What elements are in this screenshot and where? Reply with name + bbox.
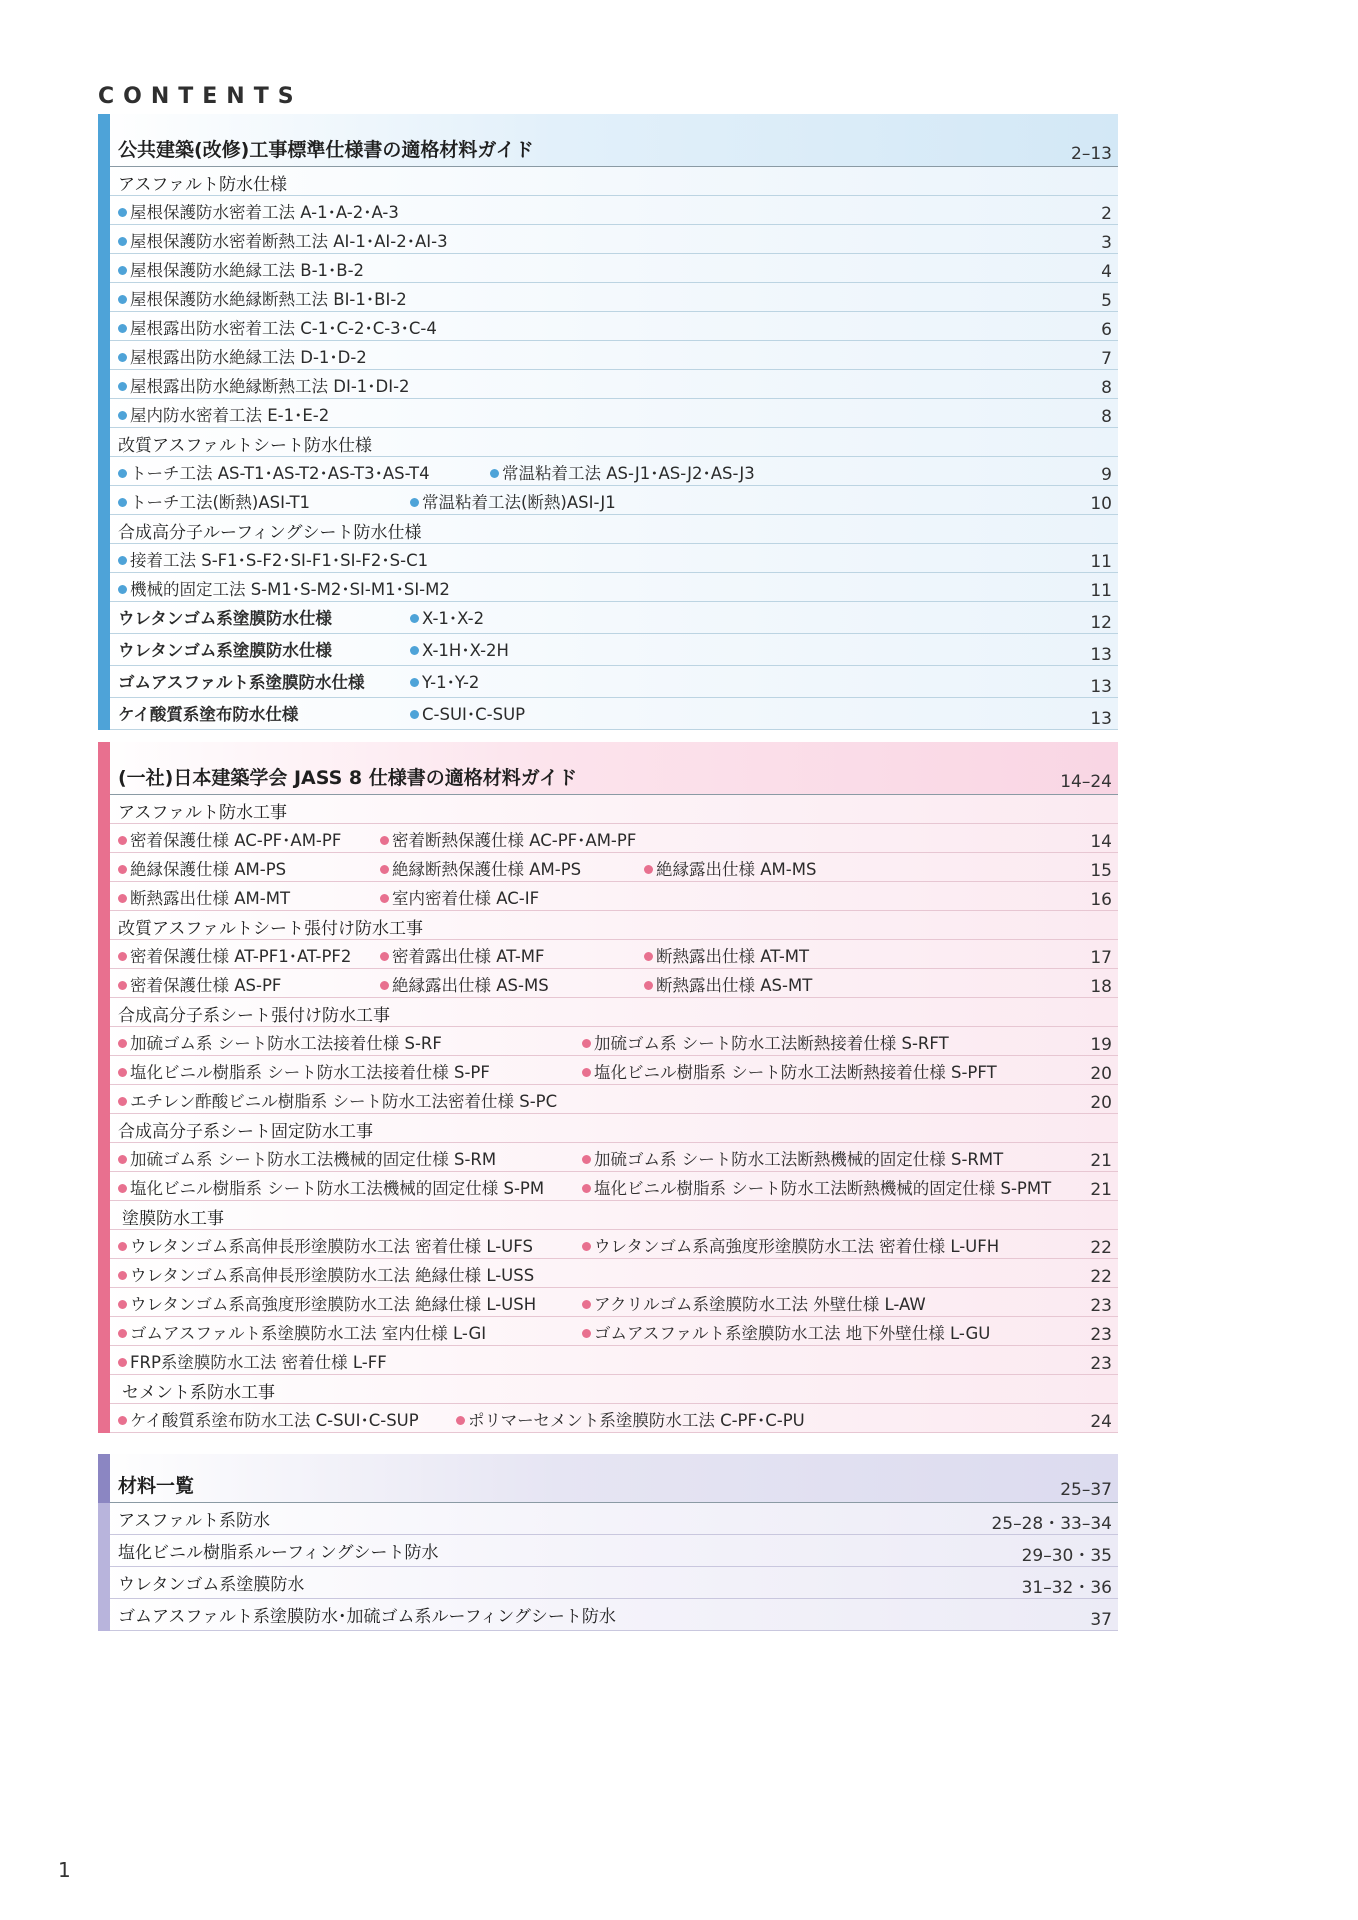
entry-label: 断熱露出仕様 AT-MT	[656, 947, 810, 966]
entry-label: アスファルト系防水	[118, 1511, 270, 1531]
entry-label: 屋根露出防水密着工法 C-1･C-2･C-3･C-4	[130, 319, 437, 338]
bullet-icon	[410, 710, 419, 719]
subheading-label: 塗膜防水工事	[122, 1209, 224, 1229]
entry-label: アクリルゴム系塗膜防水工法 外壁仕様 L-AW	[594, 1295, 926, 1314]
entry-label: 密着保護仕様 AC-PF･AM-PF	[130, 831, 342, 850]
section-materials-list	[98, 1454, 1118, 1631]
bullet-icon	[380, 981, 389, 990]
page-ref: 29–30・35	[1021, 1546, 1112, 1566]
toc-entry[interactable]	[98, 1599, 1118, 1631]
entry-code: X-1H･X-2H	[422, 641, 509, 660]
toc-entry[interactable]	[98, 486, 1118, 515]
toc-entry[interactable]	[98, 1567, 1118, 1599]
page-ref: 8	[1101, 378, 1112, 398]
bullet-icon	[118, 1358, 127, 1367]
bullet-icon	[118, 469, 127, 478]
bullet-icon	[118, 1271, 127, 1280]
entry-label: 塩化ビニル樹脂系 シート防水工法接着仕様 S-PF	[130, 1063, 490, 1082]
toc-entry[interactable]	[98, 341, 1118, 370]
bullet-icon	[380, 952, 389, 961]
toc-entry[interactable]	[98, 1288, 1118, 1317]
bullet-icon	[118, 324, 127, 333]
page-ref: 20	[1090, 1064, 1112, 1084]
toc-entry[interactable]	[98, 370, 1118, 399]
page-ref: 6	[1101, 320, 1112, 340]
section-jass8	[98, 742, 1118, 1433]
toc-entry[interactable]	[98, 1346, 1118, 1375]
bullet-icon	[118, 556, 127, 565]
bullet-icon	[118, 1097, 127, 1106]
entry-label: 機械的固定工法 S-M1･S-M2･SI-M1･SI-M2	[130, 580, 450, 599]
entry-label: ゴムアスファルト系塗膜防水工法 地下外壁仕様 L-GU	[594, 1324, 991, 1343]
bullet-icon	[118, 952, 127, 961]
section-color-bar	[98, 114, 110, 167]
page-ref: 4	[1101, 262, 1112, 282]
page-ref: 3	[1101, 233, 1112, 253]
page-ref: 21	[1090, 1151, 1112, 1171]
section-pages: 2–13	[1071, 144, 1112, 164]
toc-entry[interactable]	[98, 573, 1118, 602]
page-ref: 13	[1090, 677, 1112, 697]
page-ref: 25–28・33–34	[991, 1514, 1112, 1534]
page-ref: 18	[1090, 977, 1112, 997]
entry-label: 密着保護仕様 AS-PF	[130, 976, 282, 995]
toc-entry[interactable]	[98, 312, 1118, 341]
toc-entry[interactable]	[98, 666, 1118, 698]
toc-entry[interactable]	[98, 1259, 1118, 1288]
toc-entry[interactable]	[98, 1230, 1118, 1259]
entry-label: ケイ酸質系塗布防水工法 C-SUI･C-SUP	[130, 1411, 419, 1430]
bullet-icon	[582, 1155, 591, 1164]
page-ref: 7	[1101, 349, 1112, 369]
entry-label: 密着保護仕様 AT-PF1･AT-PF2	[130, 947, 352, 966]
entry-label: 密着断熱保護仕様 AC-PF･AM-PF	[392, 831, 637, 850]
entry-label: ウレタンゴム系塗膜防水仕様	[118, 609, 332, 628]
toc-entry[interactable]	[98, 969, 1118, 998]
entry-label: 常温粘着工法(断熱)ASI-J1	[422, 493, 616, 512]
entry-label: エチレン酢酸ビニル樹脂系 シート防水工法密着仕様 S-PC	[130, 1092, 558, 1111]
page-ref: 13	[1090, 709, 1112, 729]
bullet-icon	[644, 865, 653, 874]
entry-label: ゴムアスファルト系塗膜防水工法 室内仕様 L-GI	[130, 1324, 487, 1343]
bullet-icon	[118, 382, 127, 391]
bullet-icon	[118, 295, 127, 304]
entry-label: 断熱露出仕様 AS-MT	[656, 976, 813, 995]
entry-label: 加硫ゴム系 シート防水工法断熱機械的固定仕様 S-RMT	[594, 1150, 1004, 1169]
bullet-icon	[118, 836, 127, 845]
subheading-label: 改質アスファルトシート張付け防水工事	[118, 919, 423, 939]
entry-label: 絶縁露出仕様 AS-MS	[392, 976, 549, 995]
toc-entry[interactable]	[98, 1503, 1118, 1535]
subheading-label: 合成高分子系シート固定防水工事	[118, 1122, 373, 1142]
bullet-icon	[118, 585, 127, 594]
toc-entry[interactable]	[98, 882, 1118, 911]
page-ref: 22	[1090, 1238, 1112, 1258]
page-ref: 12	[1090, 613, 1112, 633]
page-ref: 31–32・36	[1021, 1578, 1112, 1598]
entry-label: トーチ工法 AS-T1･AS-T2･AS-T3･AS-T4	[130, 464, 430, 483]
toc-entry[interactable]	[98, 1085, 1118, 1114]
entry-label: 室内密着仕様 AC-IF	[392, 889, 540, 908]
entry-label: 常温粘着工法 AS-J1･AS-J2･AS-J3	[502, 464, 755, 483]
bullet-icon	[118, 1329, 127, 1338]
entry-label: 絶縁断熱保護仕様 AM-PS	[392, 860, 582, 879]
section-header[interactable]	[98, 742, 1118, 795]
section-header[interactable]	[98, 1454, 1118, 1503]
section-pages: 25–37	[1060, 1480, 1112, 1500]
entry-label: FRP系塗膜防水工法 密着仕様 L-FF	[130, 1353, 387, 1372]
toc-entry[interactable]	[98, 1172, 1118, 1201]
page-ref: 22	[1090, 1267, 1112, 1287]
subheading-label: アスファルト防水工事	[118, 803, 287, 823]
entry-label: ウレタンゴム系塗膜防水仕様	[118, 641, 332, 660]
bullet-icon	[644, 981, 653, 990]
bullet-icon	[410, 678, 419, 687]
entry-label: 加硫ゴム系 シート防水工法接着仕様 S-RF	[130, 1034, 442, 1053]
toc-entry[interactable]	[98, 1143, 1118, 1172]
page-ref: 5	[1101, 291, 1112, 311]
entry-label: 絶縁保護仕様 AM-PS	[130, 860, 287, 879]
page-ref: 17	[1090, 948, 1112, 968]
subheading	[98, 998, 1118, 1027]
entry-label: 塩化ビニル樹脂系ルーフィングシート防水	[118, 1543, 439, 1563]
toc-entry[interactable]	[98, 254, 1118, 283]
section-color-bar	[98, 1454, 110, 1503]
entry-label: 加硫ゴム系 シート防水工法機械的固定仕様 S-RM	[130, 1150, 497, 1169]
bullet-icon	[410, 614, 419, 623]
toc-entry[interactable]	[98, 225, 1118, 254]
bullet-icon	[644, 952, 653, 961]
toc-entry[interactable]	[98, 940, 1118, 969]
entry-label: 屋根露出防水絶縁断熱工法 DI-1･DI-2	[130, 377, 410, 396]
section-title: 公共建築(改修)工事標準仕様書の適格材料ガイド	[118, 139, 534, 161]
page-ref: 15	[1090, 861, 1112, 881]
subheading	[98, 911, 1118, 940]
bullet-icon	[118, 266, 127, 275]
entry-label: ウレタンゴム系高強度形塗膜防水工法 密着仕様 L-UFH	[594, 1237, 1000, 1256]
toc-entry[interactable]	[98, 698, 1118, 730]
bullet-icon	[118, 865, 127, 874]
subheading	[98, 1201, 1118, 1230]
page-ref: 10	[1090, 494, 1112, 514]
toc-entry[interactable]	[98, 1317, 1118, 1346]
entry-code: X-1･X-2	[422, 609, 485, 628]
entry-label: 屋根露出防水絶縁工法 D-1･D-2	[130, 348, 367, 367]
toc-entry[interactable]	[98, 283, 1118, 312]
entry-label: 塩化ビニル樹脂系 シート防水工法断熱機械的固定仕様 S-PMT	[594, 1179, 1052, 1198]
entry-label: 密着露出仕様 AT-MF	[392, 947, 545, 966]
subheading-label: 改質アスファルトシート防水仕様	[118, 436, 372, 456]
toc-entry[interactable]	[98, 1404, 1118, 1433]
toc-entry[interactable]	[98, 1535, 1118, 1567]
section-public-building	[98, 114, 1118, 730]
page-ref: 23	[1090, 1296, 1112, 1316]
entry-label: 断熱露出仕様 AM-MT	[130, 889, 291, 908]
entry-label: トーチ工法(断熱)ASI-T1	[130, 493, 311, 512]
subheading	[98, 167, 1118, 196]
page-ref: 11	[1090, 552, 1112, 572]
page-ref: 19	[1090, 1035, 1112, 1055]
entry-code: C-SUI･C-SUP	[422, 705, 526, 724]
entry-label: ケイ酸質系塗布防水仕様	[118, 705, 299, 724]
entry-label: ウレタンゴム系高強度形塗膜防水工法 絶縁仕様 L-USH	[130, 1295, 537, 1314]
subheading-label: 合成高分子ルーフィングシート防水仕様	[118, 523, 422, 543]
bullet-icon	[118, 498, 127, 507]
bullet-icon	[118, 1068, 127, 1077]
bullet-icon	[582, 1068, 591, 1077]
bullet-icon	[582, 1300, 591, 1309]
bullet-icon	[582, 1039, 591, 1048]
toc-entry[interactable]	[98, 399, 1118, 428]
toc-entry[interactable]	[98, 853, 1118, 882]
page-ref: 37	[1090, 1610, 1112, 1630]
bullet-icon	[118, 981, 127, 990]
page-ref: 8	[1101, 407, 1112, 427]
toc-entry[interactable]	[98, 602, 1118, 634]
bullet-icon	[118, 411, 127, 420]
page-ref: 13	[1090, 645, 1112, 665]
section-header[interactable]	[98, 114, 1118, 167]
bullet-icon	[380, 836, 389, 845]
page-ref: 16	[1090, 890, 1112, 910]
page-ref: 23	[1090, 1354, 1112, 1374]
entry-label: ウレタンゴム系塗膜防水	[118, 1575, 305, 1595]
bullet-icon	[380, 865, 389, 874]
subheading	[98, 1375, 1118, 1404]
entry-label: 加硫ゴム系 シート防水工法断熱接着仕様 S-RFT	[594, 1034, 949, 1053]
toc-entry[interactable]	[98, 544, 1118, 573]
subheading-label: アスファルト防水仕様	[118, 175, 287, 195]
entry-label: 塩化ビニル樹脂系 シート防水工法断熱接着仕様 S-PFT	[594, 1063, 997, 1082]
entry-label: 塩化ビニル樹脂系 シート防水工法機械的固定仕様 S-PM	[130, 1179, 545, 1198]
page-ref: 23	[1090, 1325, 1112, 1345]
bullet-icon	[118, 1300, 127, 1309]
bullet-icon	[118, 1155, 127, 1164]
bullet-icon	[118, 894, 127, 903]
bullet-icon	[490, 469, 499, 478]
entry-label: 屋根保護防水絶縁工法 B-1･B-2	[130, 261, 365, 280]
bullet-icon	[410, 646, 419, 655]
page-ref: 24	[1090, 1412, 1112, 1432]
page-ref: 14	[1090, 832, 1112, 852]
subheading	[98, 1114, 1118, 1143]
entry-label: 接着工法 S-F1･S-F2･SI-F1･SI-F2･S-C1	[130, 551, 429, 570]
subheading-label: セメント系防水工事	[122, 1383, 275, 1403]
section-title: (一社)日本建築学会 JASS 8 仕様書の適格材料ガイド	[118, 767, 578, 789]
toc-entry[interactable]	[98, 457, 1118, 486]
entry-label: 絶縁露出仕様 AM-MS	[656, 860, 817, 879]
bullet-icon	[118, 1039, 127, 1048]
subheading	[98, 515, 1118, 544]
entry-label: 屋根保護防水絶縁断熱工法 BI-1･BI-2	[130, 290, 407, 309]
section-pages: 14–24	[1060, 772, 1112, 792]
entry-label: ウレタンゴム系高伸長形塗膜防水工法 密着仕様 L-UFS	[130, 1237, 533, 1256]
section-title: 材料一覧	[118, 1475, 195, 1497]
page-ref: 9	[1101, 465, 1112, 485]
entry-label: ポリマーセメント系塗膜防水工法 C-PF･C-PU	[468, 1411, 805, 1430]
contents-title: CONTENTS	[98, 84, 303, 109]
bullet-icon	[118, 208, 127, 217]
entry-code: Y-1･Y-2	[422, 673, 480, 692]
section-color-bar	[98, 742, 110, 795]
bullet-icon	[118, 1184, 127, 1193]
page-ref: 20	[1090, 1093, 1112, 1113]
toc-entry[interactable]	[98, 196, 1118, 225]
bullet-icon	[118, 1416, 127, 1425]
page-number: 1	[58, 1858, 71, 1882]
entry-label: ウレタンゴム系高伸長形塗膜防水工法 絶縁仕様 L-USS	[130, 1266, 535, 1285]
page-ref: 11	[1090, 581, 1112, 601]
entry-label: 屋根保護防水密着工法 A-1･A-2･A-3	[130, 203, 399, 222]
subheading	[98, 795, 1118, 824]
bullet-icon	[118, 353, 127, 362]
bullet-icon	[582, 1242, 591, 1251]
bullet-icon	[582, 1184, 591, 1193]
page-ref: 21	[1090, 1180, 1112, 1200]
bullet-icon	[118, 1242, 127, 1251]
subheading-label: 合成高分子系シート張付け防水工事	[118, 1006, 390, 1026]
bullet-icon	[582, 1329, 591, 1338]
subheading	[98, 428, 1118, 457]
entry-label: 屋根保護防水密着断熱工法 AI-1･AI-2･AI-3	[130, 232, 448, 251]
toc-entry[interactable]	[98, 824, 1118, 853]
toc-entry[interactable]	[98, 634, 1118, 666]
page-ref: 2	[1101, 204, 1112, 224]
bullet-icon	[380, 894, 389, 903]
entry-label: 屋内防水密着工法 E-1･E-2	[130, 406, 330, 425]
entry-label: ゴムアスファルト系塗膜防水･加硫ゴム系ルーフィングシート防水	[118, 1607, 616, 1627]
toc-entry[interactable]	[98, 1027, 1118, 1056]
bullet-icon	[118, 237, 127, 246]
bullet-icon	[410, 498, 419, 507]
bullet-icon	[456, 1416, 465, 1425]
toc-entry[interactable]	[98, 1056, 1118, 1085]
entry-label: ゴムアスファルト系塗膜防水仕様	[118, 673, 365, 692]
